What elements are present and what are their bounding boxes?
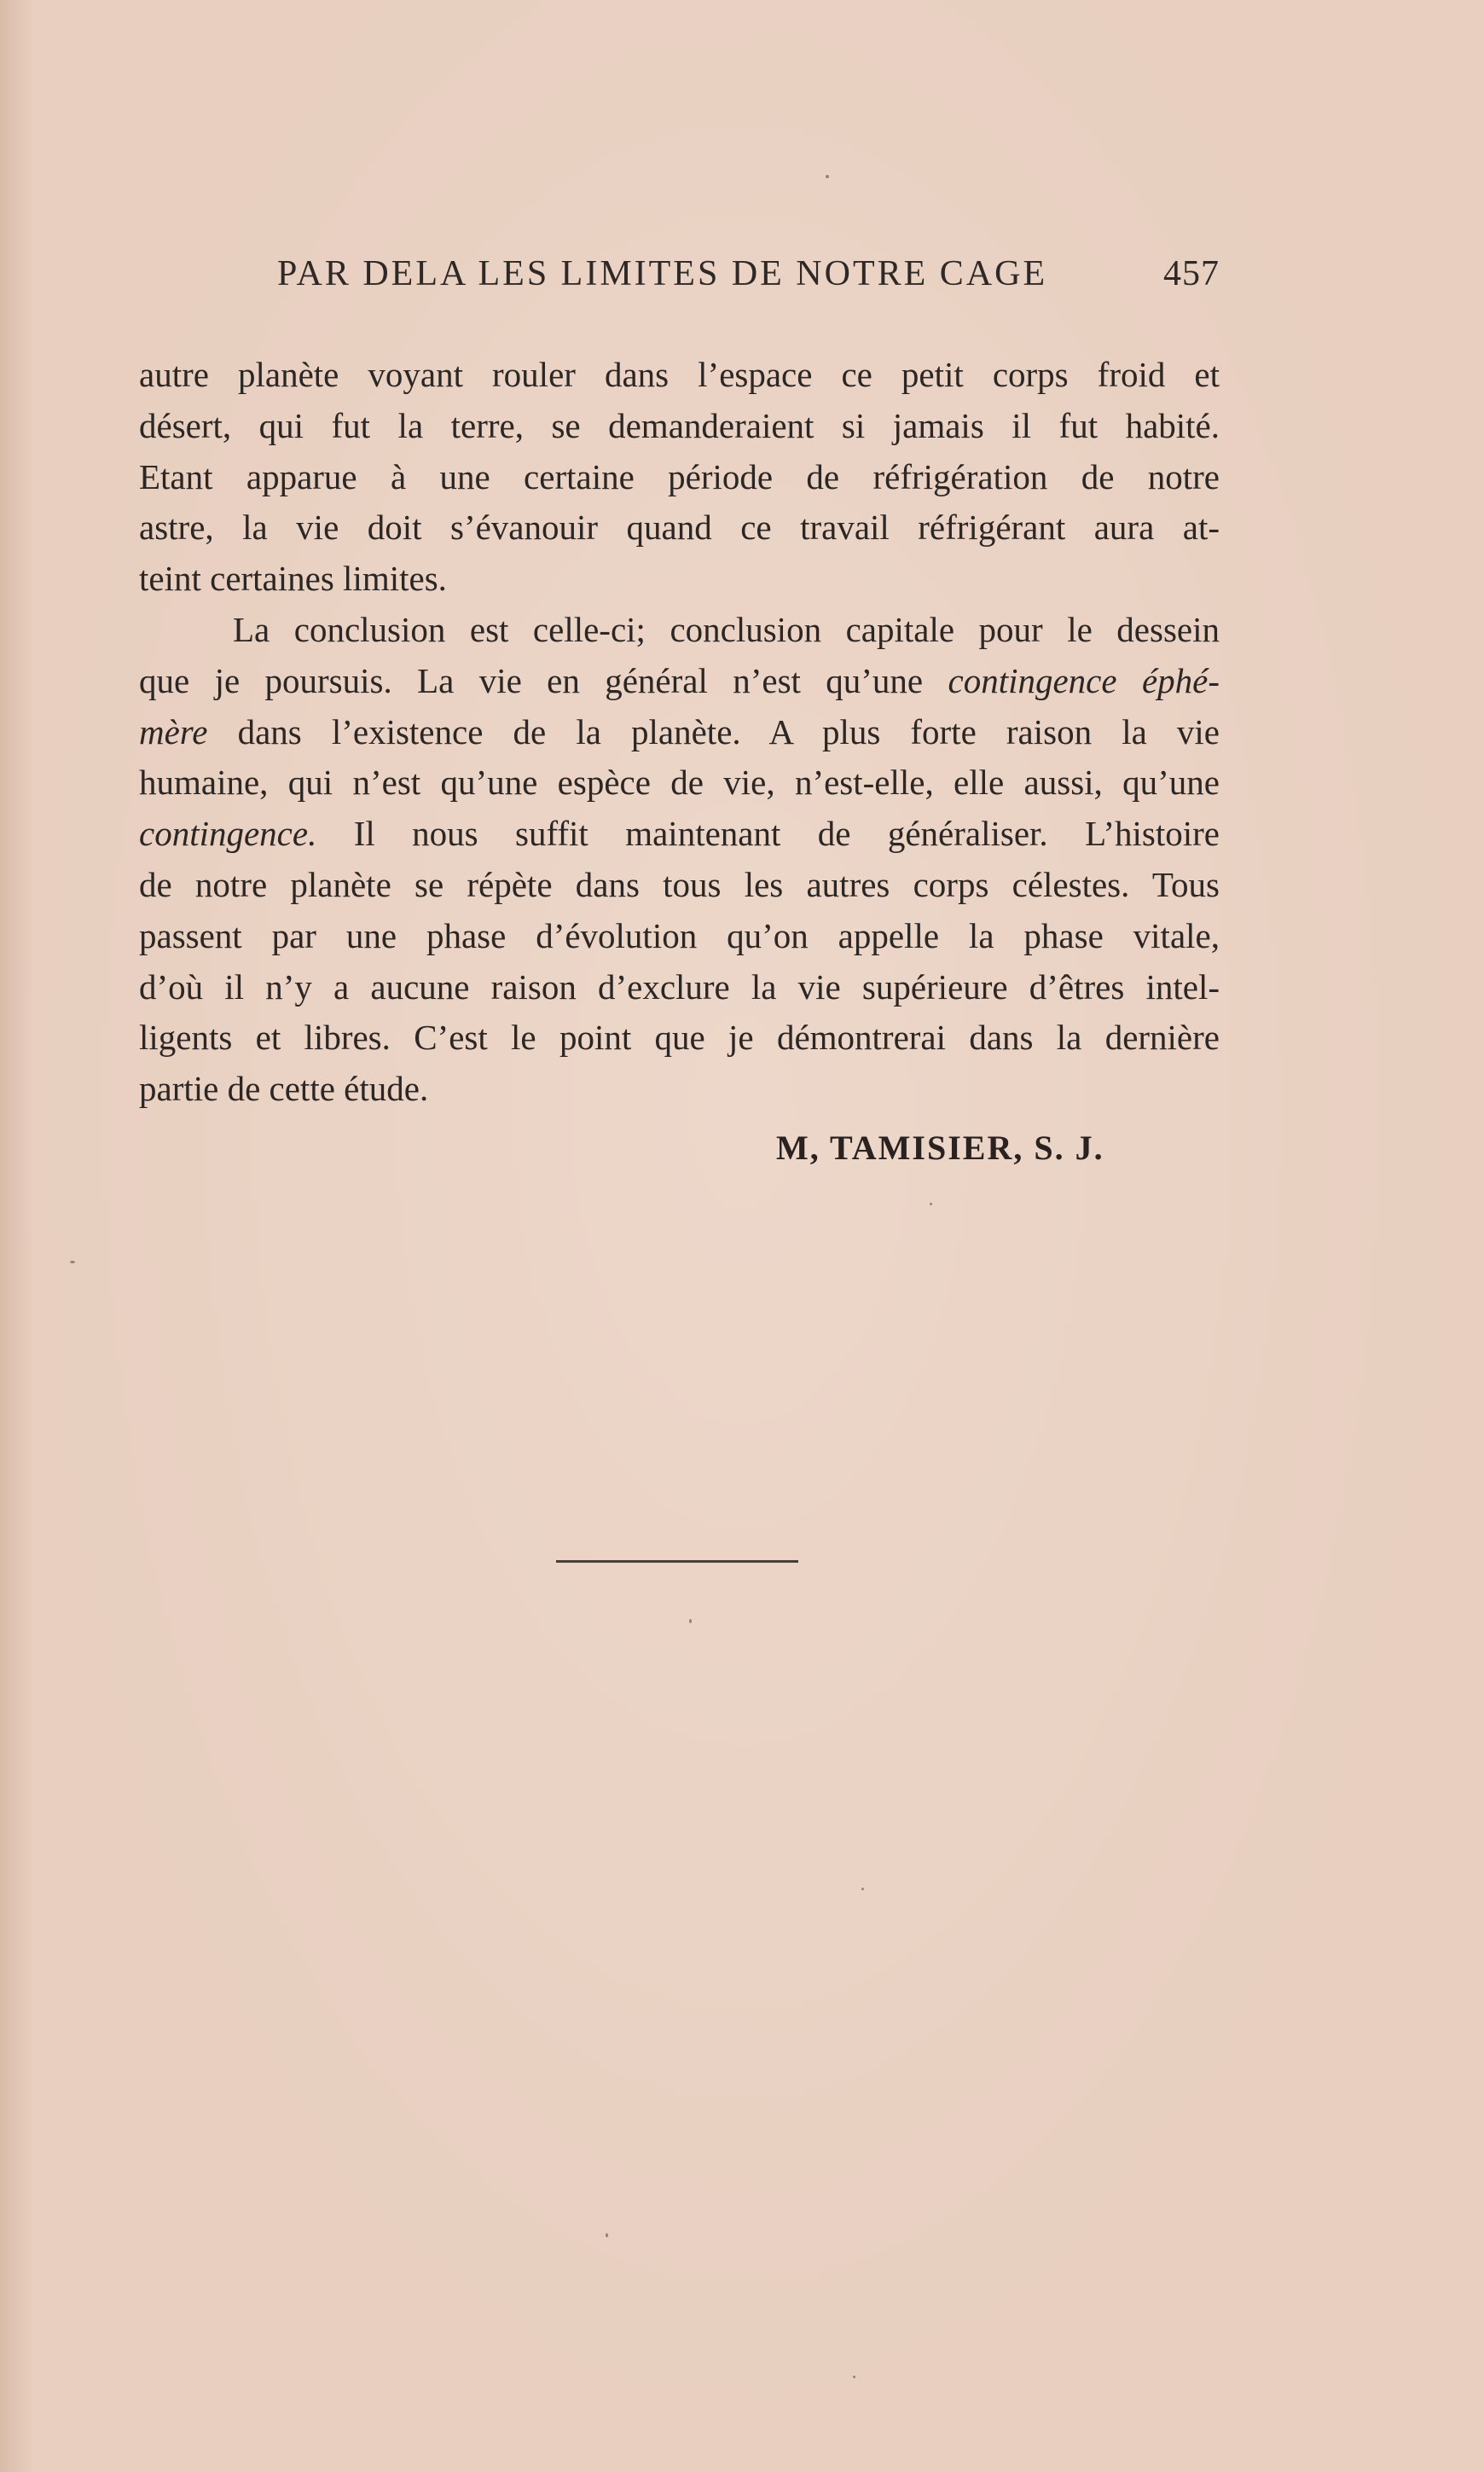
- text-line: [139, 809, 1220, 860]
- text-run: dans l’existence de la planète. A plus forte raison la vie: [207, 711, 1220, 751]
- author-signature: M, TAMISIER, S. J.: [776, 1129, 1104, 1167]
- text-line: d’où il n’y a aucune raison d’exclure la vie supérieure d’êtres intel-: [139, 966, 1220, 1007]
- text-line: La conclusion est celle-ci; conclusion capitale pour le dessein: [233, 609, 1220, 649]
- page-number: 457: [1163, 254, 1220, 293]
- italic-run: mère: [139, 711, 208, 751]
- running-title: PAR DELA LES LIMITES DE NOTRE CAGE: [277, 254, 1048, 293]
- paper-speck: [689, 1619, 692, 1623]
- end-rule: [556, 1560, 798, 1563]
- text-line: [139, 656, 1220, 707]
- italic-run: contingence.: [139, 814, 317, 854]
- text-run: que je poursuis. La vie en général n’est qu’une: [139, 660, 948, 700]
- running-head: [277, 253, 1220, 305]
- text-line: humaine, qui n’est qu’une espèce de vie, n’est-elle, elle aussi, qu’une: [139, 763, 1220, 803]
- text-line: autre planète voyant rouler dans l’espace ce petit corps froid et: [139, 355, 1220, 394]
- paper-speck: [70, 1261, 75, 1263]
- text-line: de notre planète se répète dans tous les autres corps célestes. Tous: [139, 864, 1220, 904]
- text-line: teint certaines limites.: [139, 559, 447, 599]
- text-line: partie de cette étude.: [139, 1069, 429, 1109]
- body-text: [139, 350, 1220, 1115]
- text-run: Il nous suffit maintenant de généraliser. L’histoire: [316, 814, 1220, 854]
- italic-run: contingence éphé-: [948, 660, 1220, 700]
- text-line: Etant apparue à une certaine période de réfrigération de notre: [139, 456, 1220, 496]
- text-line: [139, 707, 1220, 758]
- text-line: ligents et libres. C’est le point que je démontrerai dans la dernière: [139, 1018, 1220, 1058]
- paper-speck: [606, 2233, 608, 2237]
- paper-speck: [930, 1203, 932, 1205]
- paper-speck: [861, 1888, 864, 1890]
- text-line: astre, la vie doit s’évanouir quand ce travail réfrigérant aura at-: [139, 508, 1220, 548]
- paper-speck: [853, 2376, 855, 2378]
- text-line: désert, qui fut la terre, se demanderaient si jamais il fut habité.: [139, 405, 1220, 445]
- paper-speck: [826, 175, 829, 178]
- text-line: passent par une phase d’évolution qu’on appelle la phase vitale,: [139, 915, 1220, 955]
